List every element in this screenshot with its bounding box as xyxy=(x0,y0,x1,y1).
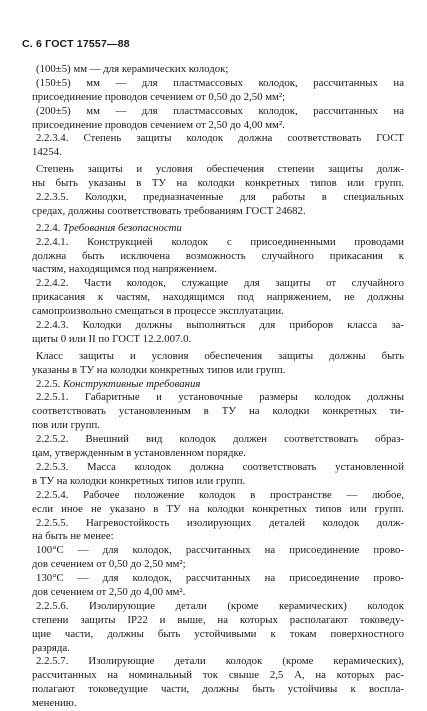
text-line xyxy=(0,530,427,544)
text-line-content: 2.2.5.2. Внешний вид колодок должен соответствовать образ- xyxy=(36,433,404,446)
text-line-content: Степень защиты и условия обеспечения степени защиты долж- xyxy=(36,163,404,176)
text-line-content: присоединение проводов сечением от 2,50 до 4,00 мм². xyxy=(32,118,285,131)
text-line xyxy=(0,683,427,697)
text-line-content: должна быть исключена возможность случайного прикасания к xyxy=(32,249,404,262)
text-line-content: 100°С — для колодок, рассчитанных на присоединение прово- xyxy=(36,544,404,557)
text-line-content: 2.2.5.7. Изолирующие детали колодок (кроме керамических), xyxy=(36,655,404,668)
text-line-content: щие части, должны быть устойчивыми к токам поверхностного xyxy=(32,627,404,640)
text-line-content: степени защиты IP22 и выше, на которых располагают токоведу- xyxy=(32,613,404,626)
text-line xyxy=(0,642,427,656)
text-line-content: средах, должны соответствовать требованиям ГОСТ 24682. xyxy=(32,204,306,217)
text-line xyxy=(0,177,427,191)
text-line-content: щиты 0 или II по ГОСТ 12.2.007.0. xyxy=(32,332,192,345)
text-line xyxy=(0,419,427,433)
text-line-content: 2.2.3.4. Степень защиты колодок должна соответствовать ГОСТ xyxy=(36,132,404,145)
text-line xyxy=(0,655,427,669)
text-line xyxy=(0,628,427,642)
section-number: 2.2.4. xyxy=(36,221,63,234)
text-line xyxy=(0,132,427,146)
section-heading: Требования безопасности xyxy=(63,221,182,234)
text-line xyxy=(0,350,427,364)
text-line xyxy=(0,77,427,91)
text-line xyxy=(0,378,427,392)
text-line xyxy=(0,119,427,133)
text-line xyxy=(0,614,427,628)
text-line xyxy=(0,222,427,236)
text-line-content: ны быть указаны в ТУ на колодки конкретных типов или групп. xyxy=(32,177,404,190)
text-line xyxy=(0,333,427,347)
text-line xyxy=(0,544,427,558)
text-line xyxy=(0,572,427,586)
text-line-content: (100±5) мм — для керамических колодок; xyxy=(36,63,229,75)
text-line-content: менению. xyxy=(32,697,77,710)
text-line xyxy=(0,489,427,503)
text-line-content: на быть не менее: xyxy=(32,530,114,543)
section-number: 2.2.5. xyxy=(36,377,63,390)
text-line-content: 2.2.5.6. Изолирующие детали (кроме керамических) колодок xyxy=(36,599,404,612)
text-line-content: (150±5) мм — для пластмассовых колодок, рассчитанных на xyxy=(36,76,404,89)
text-line xyxy=(0,305,427,319)
text-line-content: указаны в ТУ на колодки конкретных типов или групп. xyxy=(32,363,286,376)
text-line-content: 2.2.5.1. Габаритные и установочные размеры колодок должны xyxy=(36,391,404,404)
text-line xyxy=(0,461,427,475)
text-line-content xyxy=(36,222,182,234)
text-line-content: самопроизвольно смещаться в процессе эксплуатации. xyxy=(32,305,284,318)
text-line xyxy=(0,517,427,531)
text-line xyxy=(0,191,427,205)
text-line xyxy=(0,105,427,119)
text-line xyxy=(0,364,427,378)
page-header: С. 6 ГОСТ 17557—88 xyxy=(22,38,130,50)
text-line xyxy=(0,433,427,447)
text-line-content: Класс защиты и условия обеспечения защиты должны быть xyxy=(36,349,404,362)
text-line-content: частям, находящимся под напряжением. xyxy=(32,263,217,276)
text-line-content: соответствовать установленным в ТУ на колодки конкретных ти- xyxy=(32,405,404,418)
text-line-content: 130°С — для колодок, рассчитанных на присоединение прово- xyxy=(36,572,404,585)
text-line-content: рассчитанных на номинальный ток свыше 2,5 А, на которых рас- xyxy=(32,669,404,682)
text-line-content: 2.2.4.2. Части колодок, служащие для защиты от случайного xyxy=(36,277,404,290)
text-line xyxy=(0,236,427,250)
section-heading: Конструктивные требования xyxy=(63,377,201,390)
text-line xyxy=(0,63,427,77)
text-line-content: разряда. xyxy=(32,641,70,654)
text-line-content: дов сечением от 2,50 до 4,00 мм². xyxy=(32,585,186,598)
text-line xyxy=(0,669,427,683)
text-line-content: прикасания к частям, находящимся под напряжением, не должны xyxy=(32,291,404,304)
document-body xyxy=(0,63,427,711)
text-line xyxy=(0,263,427,277)
text-line xyxy=(0,503,427,517)
text-line xyxy=(0,277,427,291)
text-line xyxy=(0,391,427,405)
text-line-content: полагают токоведущие части, должны быть устойчивы к воспла- xyxy=(32,683,404,696)
text-line-content: 2.2.5.5. Нагревостойкость изолирующих деталей колодок долж- xyxy=(36,516,404,529)
text-line-content: присоединение проводов сечением от 0,50 до 2,50 мм²; xyxy=(32,90,286,103)
text-line-content: 14254. xyxy=(32,146,62,159)
text-line xyxy=(0,697,427,711)
text-line xyxy=(0,475,427,489)
text-line xyxy=(0,205,427,219)
text-line xyxy=(0,405,427,419)
text-line-content: если иное не указано в ТУ на колодки конкретных типов или групп. xyxy=(32,502,404,515)
text-line-content: (200±5) мм — для пластмассовых колодок, рассчитанных на xyxy=(36,104,404,117)
text-line-content: 2.2.4.1. Конструкцией колодок с присоединенными проводами xyxy=(36,235,404,248)
text-line xyxy=(0,319,427,333)
text-line xyxy=(0,586,427,600)
text-line-content: 2.2.5.4. Рабочее положение колодок в пространстве — любое, xyxy=(36,488,404,501)
text-line xyxy=(0,600,427,614)
text-line xyxy=(0,558,427,572)
text-line xyxy=(0,146,427,160)
text-line-content: дов сечением от 0,50 до 2,50 мм²; xyxy=(32,558,186,571)
text-line xyxy=(0,250,427,264)
text-line xyxy=(0,447,427,461)
text-line-content: цам, утвержденным в установленном порядке. xyxy=(32,447,246,460)
text-line-content: 2.2.4.3. Колодки должны выполняться для приборов класса за- xyxy=(36,319,404,332)
text-line-content xyxy=(36,378,200,390)
text-line-content: в ТУ на колодки конкретных типов или групп. xyxy=(32,474,246,487)
text-line-content: пов или групп. xyxy=(32,419,100,432)
text-line-content: 2.2.5.3. Масса колодок должна соответствовать установленной xyxy=(36,460,404,473)
text-line-content: 2.2.3.5. Колодки, предназначенные для работы в специальных xyxy=(36,191,404,204)
text-line xyxy=(0,291,427,305)
text-line xyxy=(0,163,427,177)
text-line xyxy=(0,91,427,105)
